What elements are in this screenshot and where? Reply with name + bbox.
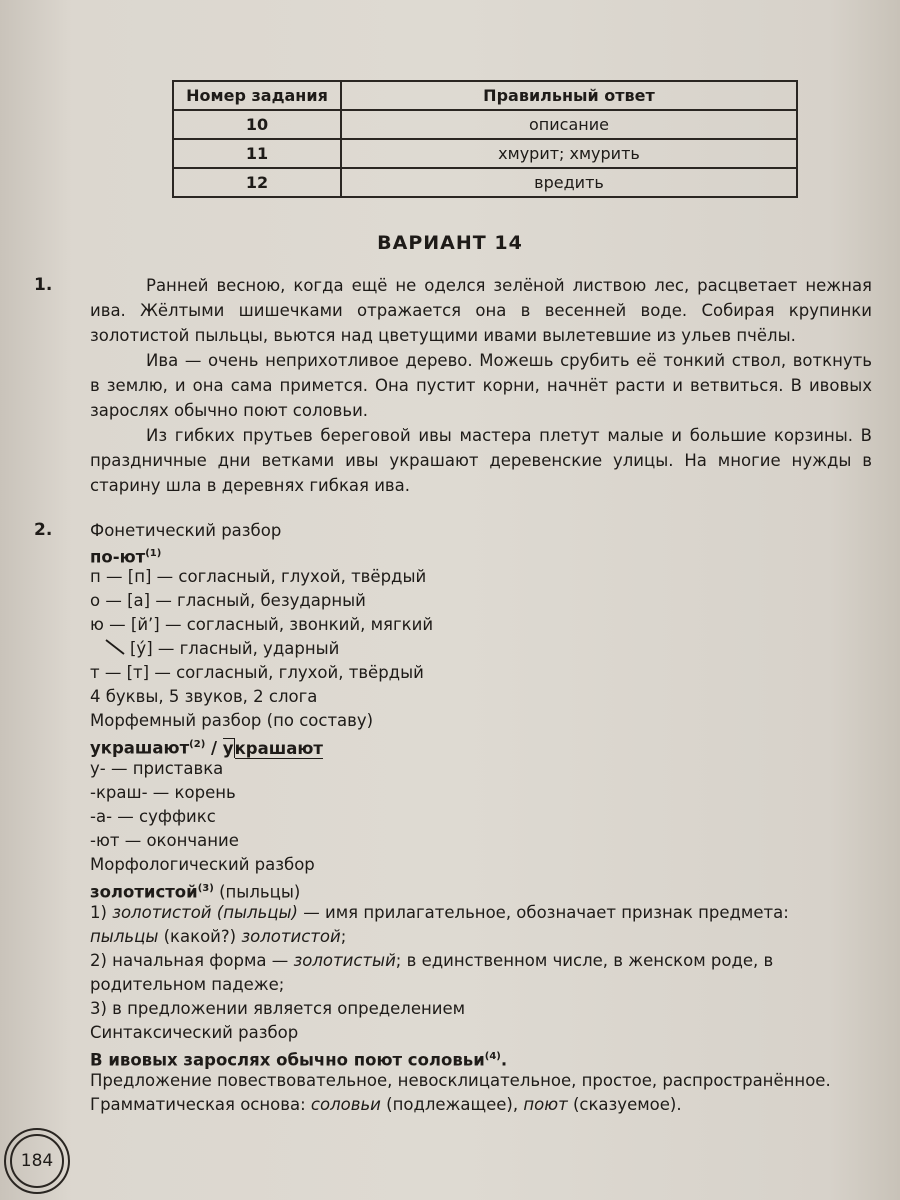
morph-heading: Морфологический разбор [90, 855, 315, 874]
page-number: 184 [10, 1134, 64, 1188]
morph-point-3: 3) в предложении является определением [90, 999, 466, 1018]
task1-paragraph: Ива — очень неприхотливое дерево. Можешь срубить её тонкий ствол, воткнуть в землю, и она сама примется. Она пустит корни, начнёт расти и ветвиться. В ивовых зарослях обычно поют соловьи. [90, 351, 872, 420]
task-number: 2. [34, 520, 53, 540]
branch-arrow-icon [104, 638, 130, 658]
task-number-cell: 12 [173, 168, 341, 197]
table-row [173, 110, 797, 139]
sound-line: ю — [й’] — согласный, звонкий, мягкий [90, 615, 434, 634]
syntax-heading: Синтаксический разбор [90, 1023, 299, 1042]
answer-cell: хмурит; хмурить [341, 139, 797, 168]
morpheme-word: украшают$^{(2)}$ / украшают [90, 738, 323, 758]
table-row [173, 139, 797, 168]
root-mark: крашают [234, 738, 323, 758]
task-number: 1. [34, 275, 53, 295]
morpheme-line: -а- — суффикс [90, 807, 216, 826]
table-header: Номер задания [173, 81, 341, 110]
phonetic-word: $по-ют^{(1)}$ [90, 547, 162, 567]
morph-point-2-cont: родительном падеже; [90, 975, 285, 994]
table-header-row [173, 81, 797, 110]
table-row [173, 168, 797, 197]
sound-line: п — [п] — согласный, глухой, твёрдый [90, 567, 427, 586]
sound-line: [у́] — гласный, ударный [104, 637, 886, 660]
phonetic-summary: 4 буквы, 5 звуков, 2 слога [90, 687, 318, 706]
morph-point-1-cont: пыльцы (какой?) золотистой; [90, 927, 347, 946]
syntax-sentence: В ивовых зарослях обычно поют соловьи$^{(4)}$. [90, 1050, 508, 1070]
prefix-mark: у [222, 738, 234, 758]
sound-line: о — [а] — гласный, безударный [90, 591, 366, 610]
task-number-cell: 10 [173, 110, 341, 139]
sound-line: т — [т] — согласный, глухой, твёрдый [90, 663, 424, 682]
task1-paragraph: Из гибких прутьев береговой ивы мастера плетут малые и большие корзины. В праздничные дни ветками ивы украшают деревенские улицы. На многие нужды в старину шла в деревнях гибкая ива. [90, 426, 872, 495]
grammatical-base: Грамматическая основа: соловьи (подлежащее), поют (сказуемое). [90, 1095, 682, 1114]
morph-point-1: 1) золотистой (пыльцы) — имя прилагательное, обозначает признак предмета: [90, 903, 789, 922]
morpheme-line: -краш- — корень [90, 783, 236, 802]
task1-text [90, 273, 872, 498]
morpheme-line: -ют — окончание [90, 831, 239, 850]
table-header: Правильный ответ [341, 81, 797, 110]
answer-cell: вредить [341, 168, 797, 197]
task-number-cell: 11 [173, 139, 341, 168]
answers-table [172, 80, 798, 198]
phonetic-heading: Фонетический разбор [90, 521, 282, 540]
morph-word: золотистой$^{(3)}$ (пыльцы) [90, 882, 301, 902]
variant-title: ВАРИАНТ 14 [377, 232, 523, 254]
morph-point-2: 2) начальная форма — золотистый; в единственном числе, в женском роде, в [90, 951, 774, 970]
morpheme-line: у- — приставка [90, 759, 224, 778]
task1-paragraph: Ранней весною, когда ещё не оделся зелёной листвою лес, расцветает нежная ива. Жёлтыми шишечками отражается она в весенней воде. Собирая крупинки золотистой пыльцы, вьются над цветущими ивами вылетевшие из ульев пчёлы. [90, 276, 872, 345]
morpheme-heading: Морфемный разбор (по составу) [90, 711, 374, 730]
answer-cell: описание [341, 110, 797, 139]
syntax-description: Предложение повествовательное, невосклицательное, простое, распространённое. [90, 1071, 831, 1090]
